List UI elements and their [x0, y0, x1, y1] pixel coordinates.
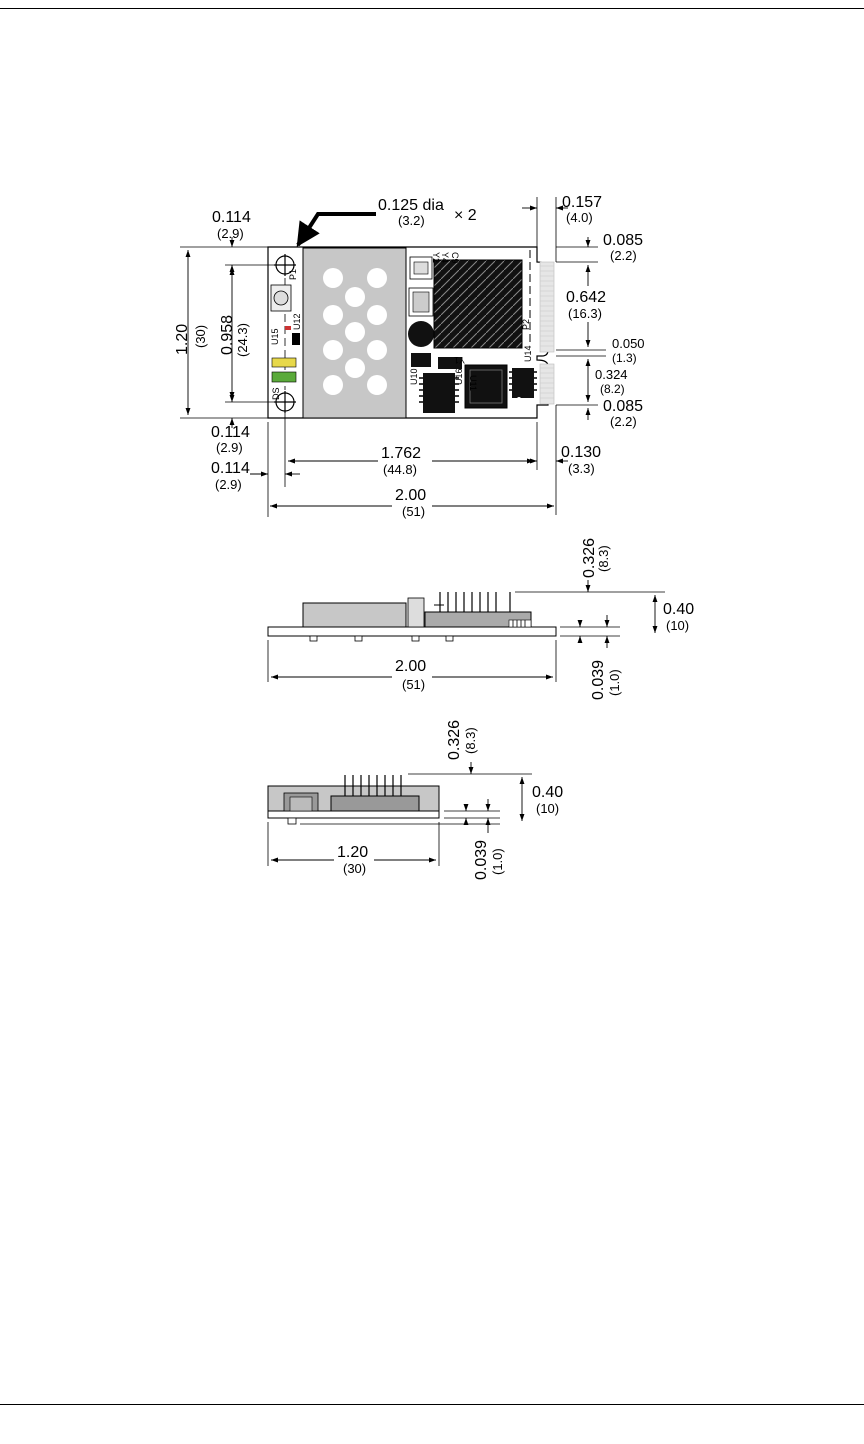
side-short-120-value: 1.20 — [337, 844, 369, 861]
dim-120-metric: (30) — [193, 324, 208, 348]
dim-0050-metric: (1.3) — [612, 351, 637, 365]
side-view-long — [268, 538, 694, 700]
dim-0130-value: 0.130 — [561, 444, 602, 461]
label-y4: Y4 — [440, 252, 450, 264]
led-green — [272, 372, 296, 382]
side-short-0039-value: 0.039 — [473, 839, 490, 880]
dim-0157-metric: (4.0) — [566, 210, 593, 225]
u14-chip — [512, 368, 534, 398]
dim-0085-top-value: 0.085 — [603, 232, 644, 249]
dim-0114-top-value: 0.114 — [212, 209, 251, 226]
dim-120-value: 1.20 — [174, 323, 191, 355]
label-c9: C9 — [450, 252, 460, 264]
label-u12: U12 — [292, 313, 302, 330]
hole-leader — [298, 214, 376, 245]
side-short-0039-metric: (1.0) — [490, 848, 505, 875]
label-y2: Y2 — [431, 252, 441, 264]
dim-0324-value: 0.324 — [595, 367, 628, 382]
dim-0114-left-value: 0.114 — [211, 460, 250, 477]
hole-count: × 2 — [454, 207, 477, 224]
dim-0642-metric: (16.3) — [568, 306, 602, 321]
dim-0157-value: 0.157 — [562, 194, 603, 211]
board-edge-short — [268, 811, 439, 818]
side-long-0039-metric: (1.0) — [607, 669, 622, 696]
dim-200-value: 2.00 — [395, 487, 427, 504]
footer-rule — [0, 1404, 864, 1405]
u15-chip — [423, 373, 455, 413]
hole-dia-metric: (3.2) — [398, 213, 425, 228]
dim-0114-left-metric: (2.9) — [215, 477, 242, 492]
heatsink — [434, 260, 522, 348]
dim-0130-metric: (3.3) — [568, 461, 595, 476]
label-p2: P2 — [521, 318, 531, 330]
side-view-short — [268, 720, 563, 880]
dim-0114-bottom-metric: (2.9) — [216, 440, 243, 455]
side-short-040-metric: (10) — [536, 801, 560, 816]
label-u14: U14 — [523, 345, 533, 362]
edge-connector — [540, 262, 554, 404]
label-u16: U16 — [454, 368, 464, 385]
label-u10: U10 — [409, 368, 419, 385]
label-u15: U15 — [270, 328, 280, 345]
side-long-0326-metric: (8.3) — [596, 545, 611, 572]
side-long-040-value: 0.40 — [663, 601, 695, 618]
hole-dia-text: 0.125 dia — [378, 197, 444, 214]
dim-1762-value: 1.762 — [381, 445, 422, 462]
label-p1: P1 — [288, 268, 298, 280]
dim-0642-value: 0.642 — [566, 289, 607, 306]
board-edge — [268, 627, 556, 636]
dim-0085-top-metric: (2.2) — [610, 248, 637, 263]
dim-0085-bottom-metric: (2.2) — [610, 414, 637, 429]
side-long-0326-value: 0.326 — [581, 537, 598, 578]
label-ds: DS — [271, 387, 281, 400]
u12-chip — [292, 333, 300, 345]
dim-200-metric: (51) — [402, 504, 426, 519]
header-pins — [440, 592, 510, 612]
battery — [408, 321, 434, 347]
dim-0050-value: 0.050 — [612, 336, 645, 351]
label-u11: U11 — [468, 375, 478, 391]
side-long-200-metric: (51) — [402, 677, 426, 692]
side-long-040-metric: (10) — [666, 618, 690, 633]
shield-side — [303, 603, 406, 627]
header-rule — [0, 8, 864, 9]
dim-1762-metric: (44.8) — [383, 462, 417, 477]
side-short-120-metric: (30) — [343, 861, 367, 876]
u10-chip — [411, 353, 431, 367]
side-long-200-value: 2.00 — [395, 658, 427, 675]
header-side-short — [331, 796, 419, 811]
dim-0958-metric: (24.3) — [235, 323, 250, 357]
dim-0085-bottom-value: 0.085 — [603, 398, 644, 415]
side-long-0039-value: 0.039 — [590, 659, 607, 700]
side-short-0326-metric: (8.3) — [463, 727, 478, 754]
led-yellow — [272, 358, 296, 367]
top-view — [174, 194, 645, 521]
label-y1: Y1 — [453, 355, 465, 365]
dim-0114-bottom-value: 0.114 — [211, 424, 250, 441]
dim-0958-value: 0.958 — [219, 314, 236, 355]
side-short-040-value: 0.40 — [532, 784, 564, 801]
dim-0324-metric: (8.2) — [600, 382, 625, 396]
side-short-0326-value: 0.326 — [446, 719, 463, 760]
dim-0114-top-metric: (2.9) — [217, 226, 244, 241]
